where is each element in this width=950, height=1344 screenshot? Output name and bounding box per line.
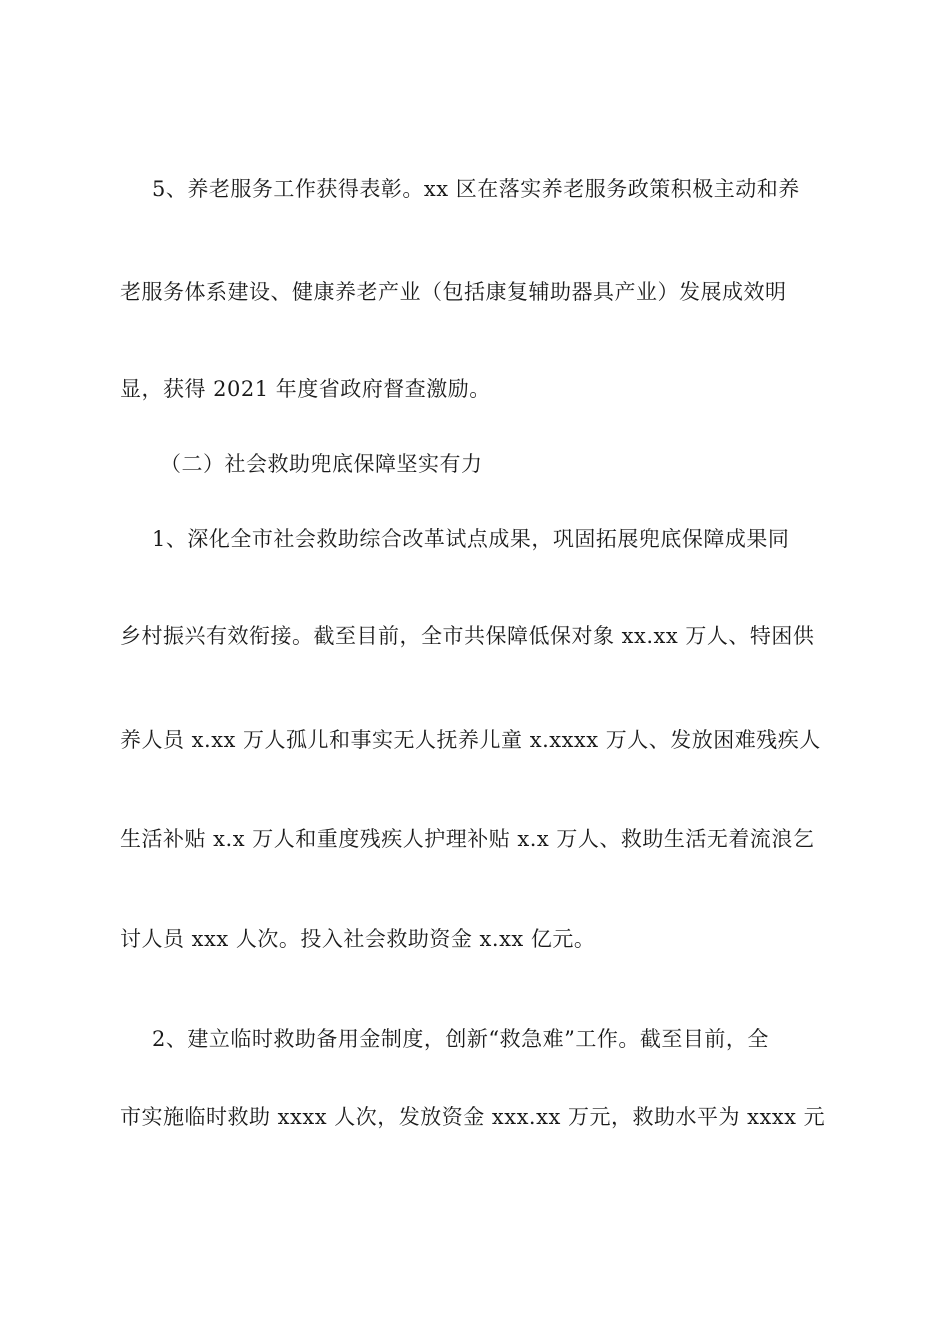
paragraph-5-line-1: 5、养老服务工作获得表彰。xx 区在落实养老服务政策积极主动和养 — [152, 177, 800, 201]
paragraph-1-line-3: 养人员 x.xx 万人孤儿和事实无人抚养儿童 x.xxxx 万人、发放困难残疾人 — [120, 728, 821, 752]
paragraph-1-line-4: 生活补贴 x.x 万人和重度残疾人护理补贴 x.x 万人、救助生活无着流浪乞 — [120, 827, 815, 851]
paragraph-2-line-2: 市实施临时救助 xxxx 人次，发放资金 xxx.xx 万元，救助水平为 xxxx 元 — [120, 1105, 826, 1129]
paragraph-2-line-1: 2、建立临时救助备用金制度，创新“救急难”工作。截至目前，全 — [152, 1027, 769, 1051]
paragraph-1-line-1: 1、深化全市社会救助综合改革试点成果，巩固拓展兜底保障成果同 — [152, 527, 790, 551]
paragraph-1-line-2: 乡村振兴有效衔接。截至目前，全市共保障低保对象 xx.xx 万人、特困供 — [120, 624, 815, 648]
section-heading-2: （二）社会救助兜底保障坚实有力 — [160, 452, 483, 476]
paragraph-5-line-2: 老服务体系建设、健康养老产业（包括康复辅助器具产业）发展成效明 — [120, 280, 787, 304]
paragraph-1-line-5: 讨人员 xxx 人次。投入社会救助资金 x.xx 亿元。 — [120, 927, 596, 951]
paragraph-5-line-3: 显，获得 2021 年度省政府督查激励。 — [120, 377, 491, 401]
